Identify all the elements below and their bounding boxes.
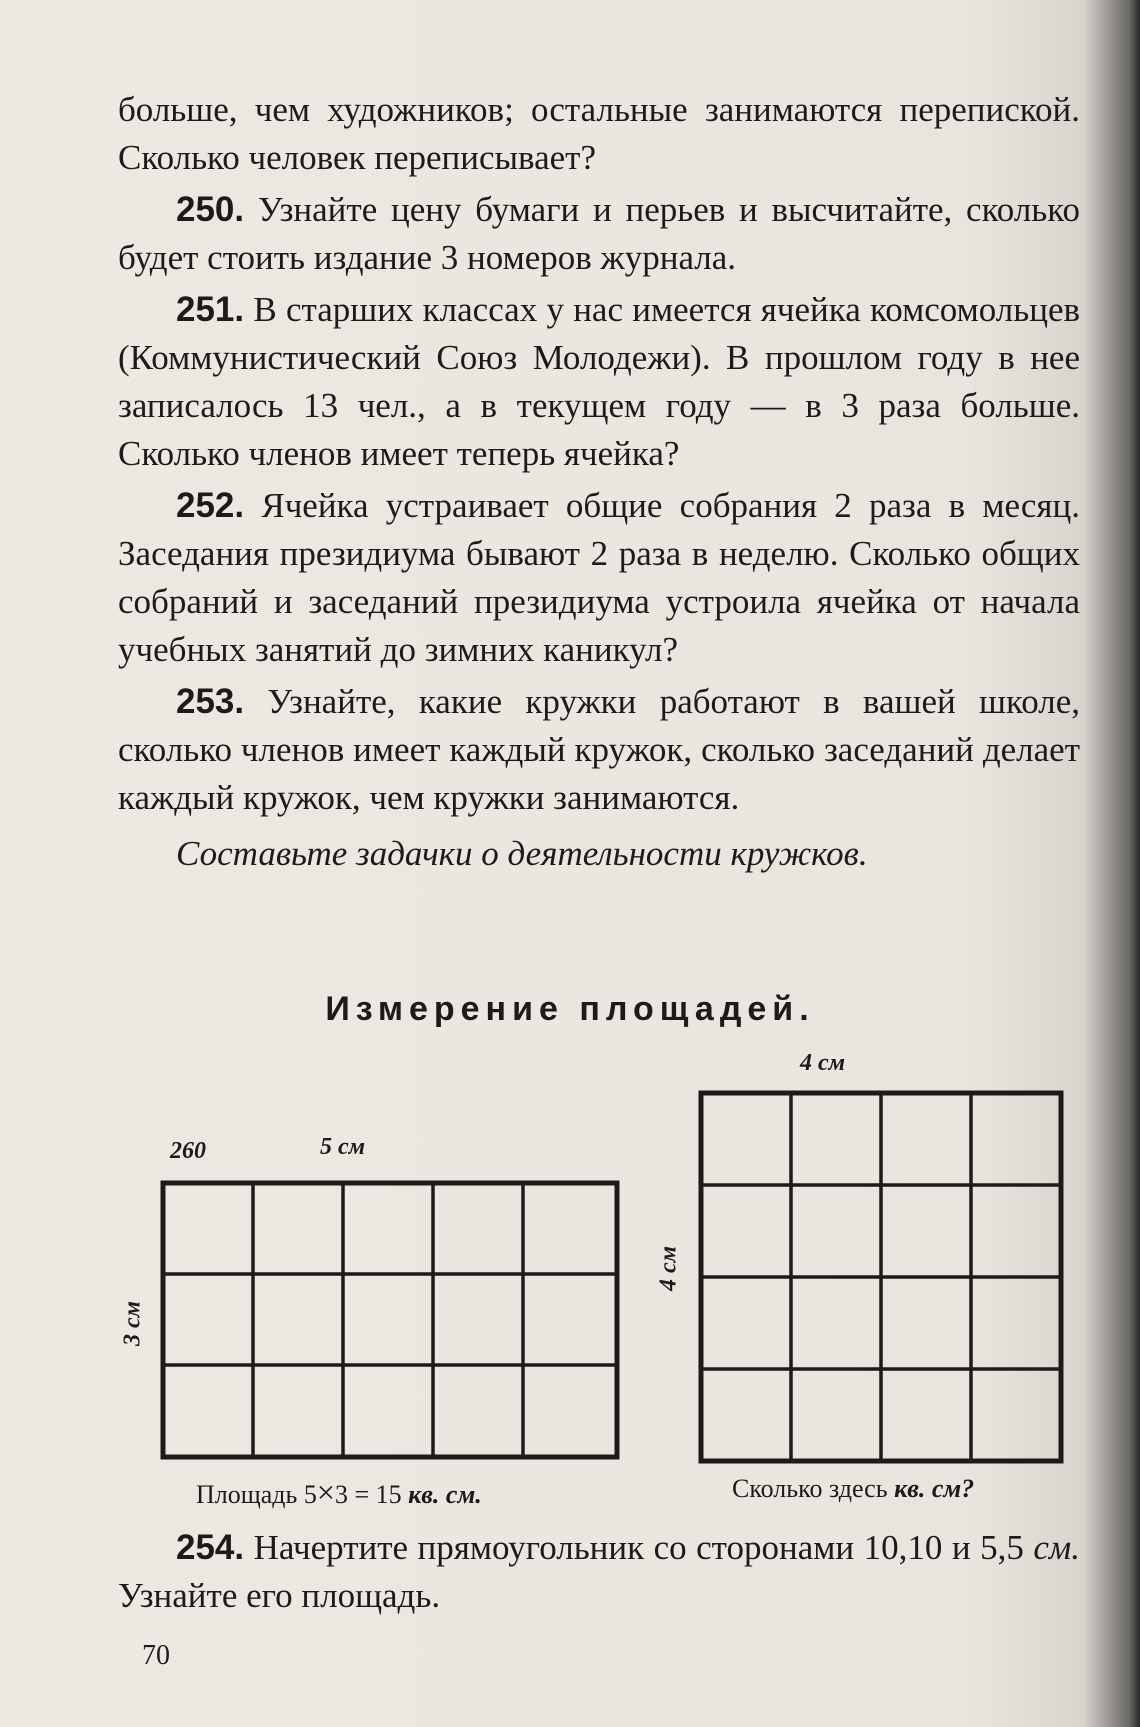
problem-number: 253. [176,682,245,721]
problem-unit: см. [1033,1528,1081,1567]
problem-250 [118,186,1080,282]
section-title: Измерение площадей. [325,990,815,1028]
left-height-label: 3 см [119,1300,146,1347]
problem-251 [118,286,1080,478]
problem-text: Узнайте, какие кружки работают в вашей школе, сколько членов имеет каждый кружок, сколько заседаний делает каждый кружок, чем кружки занимаются. [118,682,1080,817]
right-grid-figure [698,1090,1064,1464]
problem-number: 252. [176,486,245,525]
right-caption [732,1474,974,1504]
problem-text: Узнайте его площадь. [118,1576,441,1615]
problem-253-task: Составьте задачки о деятельности кружков. [176,834,868,873]
left-grid-figure [160,1180,620,1460]
caption-unit: кв. см. [408,1480,482,1509]
caption-text: Площадь 5 [196,1480,317,1509]
caption-unit: кв. см? [894,1474,975,1503]
problem-text: Ячейка устраивает общие собрания 2 раза в месяц. Заседания президиума бывают 2 раза в неделю. Сколько общих собраний и заседаний президиума устроила ячейка от начала учебных занятий до зимних каникул? [118,486,1081,669]
page-number: 70 [142,1640,170,1671]
problem-text: В старших классах у нас имеется ячейка комсомольцев (Коммунистический Союз Молодежи). В прошлом году в нее записалось 13 чел., а в текущем году — в 3 раза больше. Сколько членов имеет теперь ячейка? [118,290,1081,473]
problem-number: 251. [176,290,245,329]
paragraph-continuation: больше, чем художников; остальные занимаются перепиской. Сколько человек переписывает? [118,90,1080,177]
problem-number: 254. [176,1528,245,1567]
multiply-sign: × [316,1474,335,1510]
left-grid-border [163,1183,617,1457]
right-width-label: 4 см [800,1050,846,1076]
left-width-label: 5 см [320,1134,366,1160]
problem-253 [118,678,1080,822]
caption-text: Сколько здесь [732,1474,888,1503]
left-caption [196,1474,482,1511]
problem-252 [118,482,1080,674]
caption-text: 3 = 15 [334,1480,402,1509]
problem-text: Начертите прямоугольник со сторонами 10,10 и 5,5 [253,1528,1024,1567]
problem-254 [118,1524,1080,1620]
right-height-label: 4 см [655,1245,682,1292]
problem-number: 250. [176,190,245,229]
figure-number: 260 [170,1138,206,1164]
problem-text: Узнайте цену бумаги и перьев и высчитайте, сколько будет стоить издание 3 номеров журнала. [118,190,1080,277]
problems-text [118,86,1080,878]
